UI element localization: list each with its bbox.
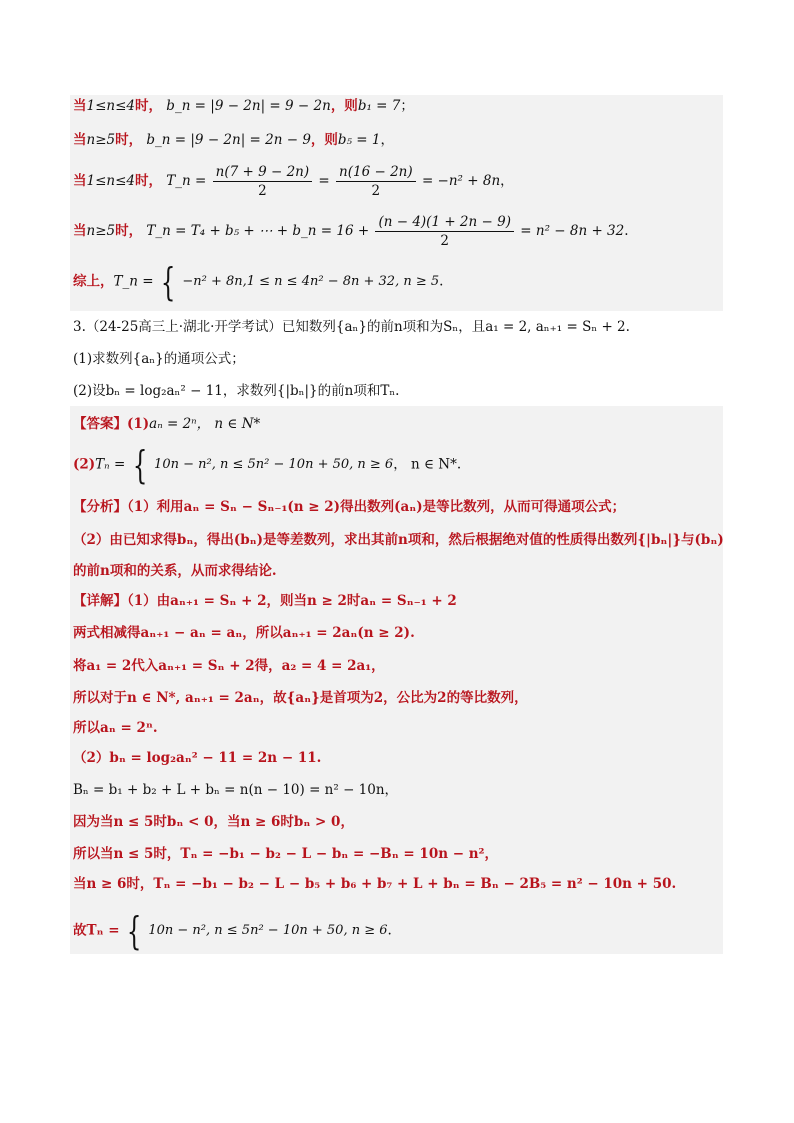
detail-line-1: 【详解】（1）由aₙ₊₁ = Sₙ + 2，则当n ≥ 2时aₙ = Sₙ₋₁ + 2 — [73, 593, 457, 609]
left-brace: { — [126, 909, 142, 953]
left-brace: { — [160, 260, 176, 304]
detail-line-2: 两式相减得aₙ₊₁ − aₙ = aₙ，所以aₙ₊₁ = 2aₙ(n ≥ 2). — [73, 625, 415, 641]
detail-line-3: 将a₁ = 2代入aₙ₊₁ = Sₙ + 2得，a₂ = 4 = 2a₁， — [73, 658, 385, 674]
prev-line-5: 综上，T_n = { −n² + 8n,1 ≤ n ≤ 4n² − 8n + 32, n ≥ 5. — [73, 260, 444, 304]
analysis-line-3: 的前n项和的关系，从而求得结论. — [73, 563, 277, 579]
answer-tag: 【答案】 — [73, 416, 127, 432]
fraction: $\frac{(n - 4)(1 + 2n - 9)}{2}$ — [375, 213, 514, 250]
detail-tag: 【详解】 — [73, 593, 127, 609]
left-brace: { — [132, 443, 147, 487]
prev-line-1: 当1≤n≤4时， b_n = |9 − 2n| = 9 − 2n，则b₁ = 7； — [73, 98, 414, 114]
prev-line-2: 当n≥5时， b_n = |9 − 2n| = 2n − 9，则b₅ = 1， — [73, 132, 394, 148]
detail-line-6: （2）bₙ = log₂aₙ² − 11 = 2n − 11. — [73, 750, 322, 766]
prev-line-4: 当n≥5时， T_n = T₄ + b₅ + ⋯ + b_n = 16 + $\frac{(n - 4)(1 + 2n - 9)}{2}$ = n² − 8n + 32. — [73, 214, 629, 249]
detail-final: 故Tₙ = { 10n − n², n ≤ 5n² − 10n + 50, n ≥ 6. — [73, 909, 392, 953]
fraction: $\frac{n(16 - 2n)}{2}$ — [336, 163, 416, 200]
detail-line-5: 所以aₙ = 2ⁿ. — [73, 720, 158, 736]
analysis-line-1: 【分析】（1）利用aₙ = Sₙ − Sₙ₋₁(n ≥ 2)得出数列(aₙ)是等比数列，从而可得通项公式； — [73, 499, 626, 515]
analysis-line-2: （2）由已知求得bₙ，得出(bₙ)是等差数列，求出其前n项和，然后根据绝对值的性质得出数列{|bₙ|}与(bₙ) — [73, 532, 724, 548]
detail-line-7: Bₙ = b₁ + b₂ + L + bₙ = n(n − 10) = n² − 10n， — [73, 782, 399, 798]
detail-line-8: 因为当n ≤ 5时bₙ < 0，当n ≥ 6时bₙ > 0， — [73, 814, 354, 830]
fraction: $\frac{n(7 + 9 - 2n)}{2}$ — [213, 163, 312, 200]
piecewise-cases: −n² + 8n,1 ≤ n ≤ 4n² − 8n + 32, n ≥ 5 — [182, 274, 440, 289]
detail-line-4: 所以对于n ∈ N*, aₙ₊₁ = 2aₙ，故{aₙ}是首项为2，公比为2的等比数列， — [73, 690, 528, 706]
problem-part-2: (2)设bₙ = log₂aₙ² − 11，求数列{|bₙ|}的前n项和Tₙ. — [73, 383, 400, 399]
answer-analysis-block — [70, 406, 723, 954]
problem-stem: 3.（24-25高三上·湖北·开学考试）已知数列{aₙ}的前n项和为Sₙ，且a₁ = 2, aₙ₊₁ = Sₙ + 2. — [73, 319, 630, 335]
prev-line-3: 当1≤n≤4时， T_n = $\frac{n(7 + 9 - 2n)}{2}$ = $\frac{n(16 - 2n)}{2}$ = −n² + 8n， — [73, 164, 514, 199]
detail-line-10: 当n ≥ 6时，Tₙ = −b₁ − b₂ − L − b₅ + b₆ + b₇ + L + bₙ = Bₙ − 2B₅ = n² − 10n + 50. — [73, 876, 677, 892]
analysis-tag: 【分析】 — [73, 499, 127, 515]
answer-line-2: (2)Tₙ = { 10n − n², n ≤ 5n² − 10n + 50, n ≥ 6， n ∈ N*. — [73, 443, 462, 487]
problem-part-1: (1)求数列{aₙ}的通项公式； — [73, 351, 245, 367]
piecewise-cases: 10n − n², n ≤ 5n² − 10n + 50, n ≥ 6 — [148, 923, 388, 938]
detail-line-9: 所以当n ≤ 5时，Tₙ = −b₁ − b₂ − L − bₙ = −Bₙ = 10n − n²， — [73, 846, 498, 862]
answer-line-1: 【答案】(1)aₙ = 2ⁿ， n ∈ N* — [73, 416, 261, 432]
piecewise-cases: 10n − n², n ≤ 5n² − 10n + 50, n ≥ 6 — [154, 457, 394, 472]
